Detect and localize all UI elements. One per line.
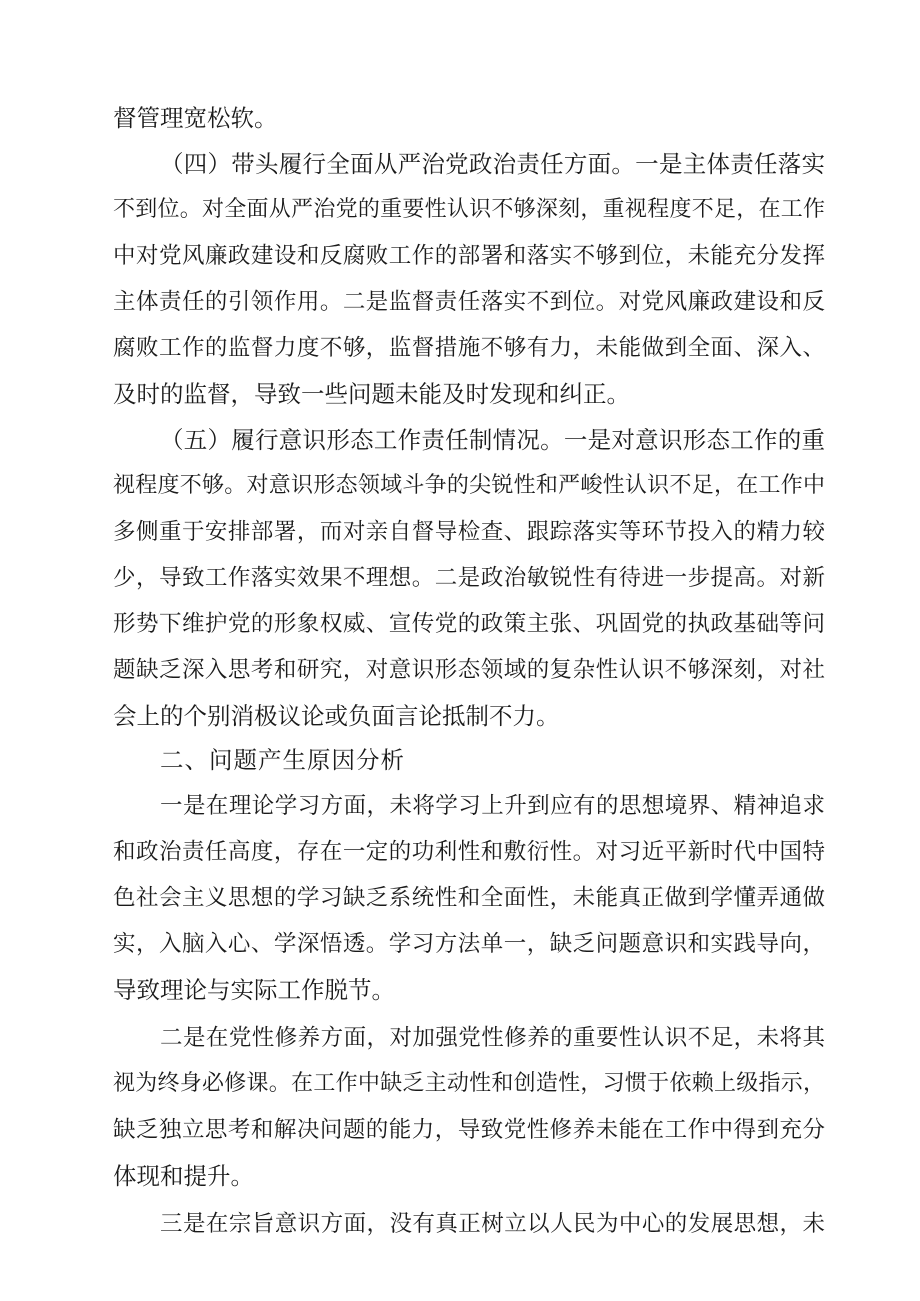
reason-2-line: 视为终身必修课。在工作中缺乏主动性和创造性，习惯于依赖上级指示，: [113, 1071, 825, 1096]
reason-1-line: 实，入脑入心、学深悟透。学习方法单一，缺乏问题意识和实践导向，: [113, 931, 825, 957]
section-5-line: 题缺乏深入思考和研究，对意识形态领域的复杂性认识不够深刻，对社: [113, 657, 825, 683]
section-4-line: 腐败工作的监督力度不够，监督措施不够有力，未能做到全面、深入、: [113, 335, 825, 361]
section-5-line: 多侧重于安排部署，而对亲自督导检查、跟踪落实等环节投入的精力较: [113, 519, 825, 545]
reason-1-line: 和政治责任高度，存在一定的功利性和敷衍性。对习近平新时代中国特: [113, 839, 825, 865]
section-5-line: 视程度不够。对意识形态领域斗争的尖锐性和严峻性认识不足，在工作中: [113, 473, 825, 498]
reason-3-line: 三是在宗旨意识方面，没有真正树立以人民为中心的发展思想，未: [160, 1211, 825, 1237]
section-4-line: 中对党风廉政建设和反腐败工作的部署和落实不够到位，未能充分发挥: [113, 243, 825, 269]
section-4-line: 不到位。对全面从严治党的重要性认识不够深刻，重视程度不足，在工作: [113, 197, 825, 222]
section-heading: 二、问题产生原因分析: [160, 746, 405, 774]
reason-1-line: 导致理论与实际工作脱节。: [113, 976, 395, 1004]
section-4-line: 及时的监督，导致一些问题未能及时发现和纠正。: [113, 380, 630, 408]
reason-1-line: 一是在理论学习方面，未将学习上升到应有的思想境界、精神追求: [160, 793, 825, 819]
section-5-line: 形势下维护党的形象权威、宣传党的政策主张、巩固党的执政基础等问: [113, 611, 825, 637]
reason-2-line: 缺乏独立思考和解决问题的能力，导致党性修养未能在工作中得到充分: [113, 1117, 825, 1143]
section-4-line: （四）带头履行全面从严治党政治责任方面。一是主体责任落实: [160, 150, 825, 178]
reason-2-line: 二是在党性修养方面，对加强党性修养的重要性认识不足，未将其: [160, 1025, 825, 1051]
section-5-line: 少，导致工作落实效果不理想。二是政治敏锐性有待进一步提高。对新: [113, 565, 825, 591]
section-4-line: 主体责任的引领作用。二是监督责任落实不到位。对党风廉政建设和反: [113, 289, 825, 315]
section-5-line: 会上的个别消极议论或负面言论抵制不力。: [113, 702, 560, 730]
reason-1-line: 色社会主义思想的学习缺乏系统性和全面性，未能真正做到学懂弄通做: [113, 885, 825, 911]
section-5-line: （五）履行意识形态工作责任制情况。一是对意识形态工作的重: [160, 426, 825, 454]
paragraph-line: 督管理宽松软。: [113, 104, 278, 132]
reason-2-line: 体现和提升。: [113, 1162, 254, 1190]
